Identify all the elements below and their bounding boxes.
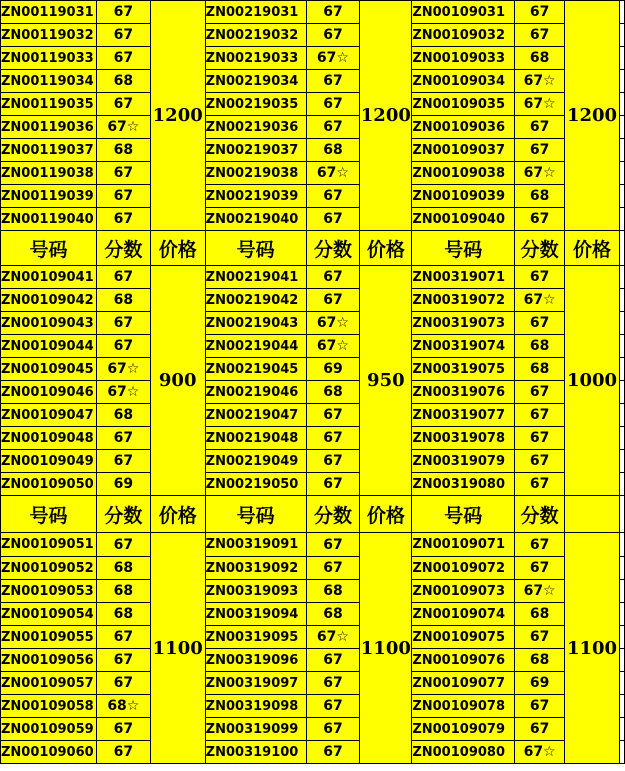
score-cell: 67 bbox=[515, 381, 565, 404]
score-cell: 67 bbox=[306, 649, 360, 672]
score-cell: 67 bbox=[306, 24, 360, 47]
table-row bbox=[1, 404, 625, 427]
number-cell: ZN00319078 bbox=[412, 427, 515, 450]
score-cell: 68 bbox=[306, 603, 360, 626]
header-number: 号码 bbox=[205, 231, 306, 266]
margin-cell bbox=[619, 427, 624, 450]
price-cell: 1200 bbox=[565, 1, 620, 231]
table-row bbox=[1, 312, 625, 335]
score-cell: 67☆ bbox=[96, 116, 150, 139]
score-cell: 67 bbox=[515, 266, 565, 289]
header-score: 分数 bbox=[96, 231, 150, 266]
header-price-empty bbox=[565, 496, 620, 533]
header-number: 号码 bbox=[412, 231, 515, 266]
number-cell: ZN00219050 bbox=[205, 473, 306, 496]
table-row bbox=[1, 649, 625, 672]
number-cell: ZN00219038 bbox=[205, 162, 306, 185]
score-cell: 69 bbox=[306, 358, 360, 381]
number-cell: ZN00109039 bbox=[412, 185, 515, 208]
header-number: 号码 bbox=[205, 496, 306, 533]
table-row bbox=[1, 47, 625, 70]
number-cell: ZN00109042 bbox=[1, 289, 97, 312]
score-cell: 67 bbox=[515, 557, 565, 580]
number-cell: ZN00109033 bbox=[412, 47, 515, 70]
table-row bbox=[1, 24, 625, 47]
number-cell: ZN00219047 bbox=[205, 404, 306, 427]
number-cell: ZN00219033 bbox=[205, 47, 306, 70]
number-cell: ZN00219040 bbox=[205, 208, 306, 231]
score-cell: 67 bbox=[306, 289, 360, 312]
margin-cell bbox=[619, 695, 624, 718]
margin-cell bbox=[619, 289, 624, 312]
number-cell: ZN00219037 bbox=[205, 139, 306, 162]
number-cell: ZN00109049 bbox=[1, 450, 97, 473]
header-number: 号码 bbox=[1, 231, 97, 266]
table-row bbox=[1, 1, 625, 24]
number-cell: ZN00109055 bbox=[1, 626, 97, 649]
header-score: 分数 bbox=[96, 496, 150, 533]
header-row bbox=[1, 496, 625, 533]
number-cell: ZN00109048 bbox=[1, 427, 97, 450]
score-cell: 67☆ bbox=[96, 358, 150, 381]
number-cell: ZN00109075 bbox=[412, 626, 515, 649]
margin-cell bbox=[619, 557, 624, 580]
score-cell: 69 bbox=[515, 672, 565, 695]
score-cell: 67 bbox=[96, 312, 150, 335]
table-row bbox=[1, 116, 625, 139]
margin-cell bbox=[619, 496, 624, 533]
table-row bbox=[1, 450, 625, 473]
number-cell: ZN00219032 bbox=[205, 24, 306, 47]
score-cell: 67☆ bbox=[306, 626, 360, 649]
margin-cell bbox=[619, 381, 624, 404]
score-cell: 67 bbox=[96, 533, 150, 557]
number-cell: ZN00109077 bbox=[412, 672, 515, 695]
number-cell: ZN00319073 bbox=[412, 312, 515, 335]
number-cell: ZN00109046 bbox=[1, 381, 97, 404]
margin-cell bbox=[619, 335, 624, 358]
score-cell: 67 bbox=[96, 185, 150, 208]
number-cell: ZN00109054 bbox=[1, 603, 97, 626]
number-cell: ZN00109073 bbox=[412, 580, 515, 603]
table-row bbox=[1, 580, 625, 603]
number-cell: ZN00119038 bbox=[1, 162, 97, 185]
margin-cell bbox=[619, 741, 624, 764]
margin-cell bbox=[619, 185, 624, 208]
number-cell: ZN00109074 bbox=[412, 603, 515, 626]
number-cell: ZN00219043 bbox=[205, 312, 306, 335]
number-cell: ZN00219048 bbox=[205, 427, 306, 450]
table-row bbox=[1, 93, 625, 116]
margin-cell bbox=[619, 450, 624, 473]
number-cell: ZN00219039 bbox=[205, 185, 306, 208]
price-cell: 950 bbox=[360, 266, 412, 496]
number-cell: ZN00109079 bbox=[412, 718, 515, 741]
number-cell: ZN00109032 bbox=[412, 24, 515, 47]
margin-cell bbox=[619, 208, 624, 231]
number-cell: ZN00109044 bbox=[1, 335, 97, 358]
header-score: 分数 bbox=[515, 496, 565, 533]
margin-cell bbox=[619, 473, 624, 496]
table-row bbox=[1, 672, 625, 695]
score-cell: 67 bbox=[515, 404, 565, 427]
score-cell: 68 bbox=[96, 404, 150, 427]
margin-cell bbox=[619, 116, 624, 139]
score-cell: 67☆ bbox=[306, 335, 360, 358]
header-price: 价格 bbox=[150, 231, 205, 266]
score-cell: 67☆ bbox=[306, 47, 360, 70]
score-cell: 67 bbox=[515, 139, 565, 162]
number-cell: ZN00319075 bbox=[412, 358, 515, 381]
table-row bbox=[1, 208, 625, 231]
number-cell: ZN00109036 bbox=[412, 116, 515, 139]
table-row bbox=[1, 162, 625, 185]
header-price: 价格 bbox=[150, 496, 205, 533]
margin-cell bbox=[619, 626, 624, 649]
number-cell: ZN00319079 bbox=[412, 450, 515, 473]
number-cell: ZN00119039 bbox=[1, 185, 97, 208]
number-cell: ZN00319093 bbox=[205, 580, 306, 603]
price-cell: 900 bbox=[150, 266, 205, 496]
score-cell: 67 bbox=[306, 266, 360, 289]
number-cell: ZN00219044 bbox=[205, 335, 306, 358]
number-cell: ZN00319092 bbox=[205, 557, 306, 580]
number-cell: ZN00219045 bbox=[205, 358, 306, 381]
score-cell: 67 bbox=[96, 741, 150, 764]
score-cell: 67 bbox=[96, 93, 150, 116]
score-cell: 68 bbox=[96, 603, 150, 626]
margin-cell bbox=[619, 139, 624, 162]
score-cell: 68 bbox=[96, 70, 150, 93]
number-cell: ZN00219046 bbox=[205, 381, 306, 404]
score-cell: 67 bbox=[96, 626, 150, 649]
score-cell: 67☆ bbox=[515, 580, 565, 603]
number-cell: ZN00319077 bbox=[412, 404, 515, 427]
number-cell: ZN00219034 bbox=[205, 70, 306, 93]
score-cell: 67 bbox=[515, 427, 565, 450]
score-cell: 67 bbox=[515, 312, 565, 335]
table-row bbox=[1, 266, 625, 289]
margin-cell bbox=[619, 312, 624, 335]
table-row bbox=[1, 718, 625, 741]
table-row bbox=[1, 741, 625, 764]
number-cell: ZN00219049 bbox=[205, 450, 306, 473]
number-cell: ZN00119033 bbox=[1, 47, 97, 70]
number-cell: ZN00109058 bbox=[1, 695, 97, 718]
score-cell: 67 bbox=[96, 427, 150, 450]
header-score: 分数 bbox=[306, 231, 360, 266]
margin-cell bbox=[619, 162, 624, 185]
score-cell: 67 bbox=[306, 116, 360, 139]
number-cell: ZN00219031 bbox=[205, 1, 306, 24]
score-cell: 67☆ bbox=[515, 162, 565, 185]
score-cell: 67 bbox=[306, 741, 360, 764]
number-cell: ZN00109053 bbox=[1, 580, 97, 603]
score-cell: 67 bbox=[306, 450, 360, 473]
number-cell: ZN00319098 bbox=[205, 695, 306, 718]
score-cell: 67 bbox=[306, 185, 360, 208]
table-row bbox=[1, 603, 625, 626]
score-cell: 67 bbox=[306, 533, 360, 557]
score-cell: 67☆ bbox=[515, 70, 565, 93]
header-row bbox=[1, 231, 625, 266]
score-cell: 68 bbox=[306, 381, 360, 404]
number-cell: ZN00109072 bbox=[412, 557, 515, 580]
number-cell: ZN00319095 bbox=[205, 626, 306, 649]
margin-cell bbox=[619, 47, 624, 70]
number-cell: ZN00109038 bbox=[412, 162, 515, 185]
score-cell: 67 bbox=[515, 533, 565, 557]
number-cell: ZN00319100 bbox=[205, 741, 306, 764]
score-cell: 67 bbox=[515, 695, 565, 718]
number-cell: ZN00109050 bbox=[1, 473, 97, 496]
table-row bbox=[1, 185, 625, 208]
margin-cell bbox=[619, 580, 624, 603]
table-row bbox=[1, 427, 625, 450]
score-cell: 68 bbox=[96, 139, 150, 162]
score-cell: 67 bbox=[515, 718, 565, 741]
number-cell: ZN00119032 bbox=[1, 24, 97, 47]
table-row bbox=[1, 626, 625, 649]
score-cell: 67 bbox=[96, 450, 150, 473]
score-cell: 68 bbox=[96, 289, 150, 312]
number-cell: ZN00319072 bbox=[412, 289, 515, 312]
score-cell: 68 bbox=[96, 580, 150, 603]
number-cell: ZN00109051 bbox=[1, 533, 97, 557]
number-cell: ZN00109071 bbox=[412, 533, 515, 557]
score-cell: 67 bbox=[515, 473, 565, 496]
score-cell: 67☆ bbox=[306, 312, 360, 335]
number-cell: ZN00109080 bbox=[412, 741, 515, 764]
margin-cell bbox=[619, 70, 624, 93]
margin-cell bbox=[619, 1, 624, 24]
number-cell: ZN00319099 bbox=[205, 718, 306, 741]
score-cell: 67 bbox=[515, 24, 565, 47]
number-cell: ZN00109037 bbox=[412, 139, 515, 162]
number-cell: ZN00119035 bbox=[1, 93, 97, 116]
score-cell: 67 bbox=[96, 649, 150, 672]
margin-cell bbox=[619, 358, 624, 381]
score-cell: 67 bbox=[306, 70, 360, 93]
number-cell: ZN00119036 bbox=[1, 116, 97, 139]
score-cell: 67 bbox=[96, 162, 150, 185]
price-cell: 1100 bbox=[360, 533, 412, 764]
score-cell: 67 bbox=[96, 1, 150, 24]
table-row bbox=[1, 695, 625, 718]
score-cell: 68 bbox=[306, 580, 360, 603]
number-cell: ZN00109041 bbox=[1, 266, 97, 289]
header-number: 号码 bbox=[1, 496, 97, 533]
number-cell: ZN00119037 bbox=[1, 139, 97, 162]
number-cell: ZN00319080 bbox=[412, 473, 515, 496]
score-cell: 67 bbox=[306, 695, 360, 718]
number-cell: ZN00219041 bbox=[205, 266, 306, 289]
table-row bbox=[1, 139, 625, 162]
table-row bbox=[1, 381, 625, 404]
margin-cell bbox=[619, 672, 624, 695]
number-cell: ZN00319071 bbox=[412, 266, 515, 289]
margin-cell bbox=[619, 718, 624, 741]
header-score: 分数 bbox=[515, 231, 565, 266]
number-cell: ZN00319097 bbox=[205, 672, 306, 695]
score-cell: 68 bbox=[515, 185, 565, 208]
margin-cell bbox=[619, 24, 624, 47]
score-cell: 68 bbox=[515, 47, 565, 70]
header-price: 价格 bbox=[360, 496, 412, 533]
margin-cell bbox=[619, 533, 624, 557]
table-row bbox=[1, 289, 625, 312]
price-cell: 1100 bbox=[150, 533, 205, 764]
number-cell: ZN00219035 bbox=[205, 93, 306, 116]
score-cell: 67 bbox=[96, 47, 150, 70]
number-cell: ZN00319091 bbox=[205, 533, 306, 557]
number-cell: ZN00109035 bbox=[412, 93, 515, 116]
score-cell: 67 bbox=[306, 427, 360, 450]
table-row bbox=[1, 557, 625, 580]
header-price: 价格 bbox=[565, 231, 620, 266]
margin-cell bbox=[619, 231, 624, 266]
score-cell: 68 bbox=[515, 603, 565, 626]
table-row bbox=[1, 70, 625, 93]
score-cell: 67 bbox=[306, 557, 360, 580]
score-cell: 67 bbox=[515, 626, 565, 649]
margin-cell bbox=[619, 266, 624, 289]
header-score: 分数 bbox=[306, 496, 360, 533]
number-cell: ZN00109076 bbox=[412, 649, 515, 672]
score-cell: 67 bbox=[306, 672, 360, 695]
number-cell: ZN00109059 bbox=[1, 718, 97, 741]
number-cell: ZN00109031 bbox=[412, 1, 515, 24]
number-cell: ZN00219036 bbox=[205, 116, 306, 139]
score-cell: 67 bbox=[96, 718, 150, 741]
number-cell: ZN00109045 bbox=[1, 358, 97, 381]
score-cell: 67 bbox=[515, 116, 565, 139]
number-cell: ZN00109047 bbox=[1, 404, 97, 427]
number-cell: ZN00119031 bbox=[1, 1, 97, 24]
score-cell: 68☆ bbox=[96, 695, 150, 718]
number-cell: ZN00319076 bbox=[412, 381, 515, 404]
number-cell: ZN00319074 bbox=[412, 335, 515, 358]
price-cell: 1200 bbox=[360, 1, 412, 231]
number-cell: ZN00219042 bbox=[205, 289, 306, 312]
table-row bbox=[1, 335, 625, 358]
score-cell: 67 bbox=[306, 473, 360, 496]
number-cell: ZN00119040 bbox=[1, 208, 97, 231]
score-cell: 67 bbox=[306, 404, 360, 427]
score-cell: 67 bbox=[96, 266, 150, 289]
score-cell: 68 bbox=[515, 649, 565, 672]
score-cell: 67 bbox=[306, 1, 360, 24]
header-number: 号码 bbox=[412, 496, 515, 533]
table-row bbox=[1, 358, 625, 381]
margin-cell bbox=[619, 404, 624, 427]
score-cell: 67 bbox=[96, 24, 150, 47]
score-cell: 67☆ bbox=[515, 93, 565, 116]
score-cell: 67☆ bbox=[96, 381, 150, 404]
number-cell: ZN00109052 bbox=[1, 557, 97, 580]
number-cell: ZN00109056 bbox=[1, 649, 97, 672]
score-cell: 67 bbox=[96, 335, 150, 358]
number-cell: ZN00109078 bbox=[412, 695, 515, 718]
margin-cell bbox=[619, 93, 624, 116]
score-cell: 67 bbox=[515, 450, 565, 473]
number-cell: ZN00319096 bbox=[205, 649, 306, 672]
score-cell: 69 bbox=[96, 473, 150, 496]
number-cell: ZN00109040 bbox=[412, 208, 515, 231]
score-cell: 67☆ bbox=[515, 741, 565, 764]
score-cell: 67☆ bbox=[515, 289, 565, 312]
score-cell: 68 bbox=[96, 557, 150, 580]
score-cell: 67 bbox=[306, 718, 360, 741]
price-cell: 1000 bbox=[565, 266, 620, 496]
score-cell: 67 bbox=[96, 672, 150, 695]
number-cell: ZN00109034 bbox=[412, 70, 515, 93]
number-cell: ZN00119034 bbox=[1, 70, 97, 93]
table-row bbox=[1, 533, 625, 557]
score-cell: 67 bbox=[306, 208, 360, 231]
price-cell: 1200 bbox=[150, 1, 205, 231]
number-cell: ZN00109060 bbox=[1, 741, 97, 764]
margin-cell bbox=[619, 649, 624, 672]
score-cell: 67 bbox=[515, 208, 565, 231]
number-cell: ZN00109057 bbox=[1, 672, 97, 695]
score-cell: 68 bbox=[306, 139, 360, 162]
score-cell: 67☆ bbox=[306, 162, 360, 185]
score-cell: 68 bbox=[515, 335, 565, 358]
margin-cell bbox=[619, 603, 624, 626]
number-cell: ZN00319094 bbox=[205, 603, 306, 626]
table-row bbox=[1, 473, 625, 496]
price-cell: 1100 bbox=[565, 533, 620, 764]
score-cell: 67 bbox=[515, 1, 565, 24]
score-cell: 67 bbox=[306, 93, 360, 116]
number-cell: ZN00109043 bbox=[1, 312, 97, 335]
header-price: 价格 bbox=[360, 231, 412, 266]
score-cell: 67 bbox=[96, 208, 150, 231]
score-cell: 68 bbox=[515, 358, 565, 381]
